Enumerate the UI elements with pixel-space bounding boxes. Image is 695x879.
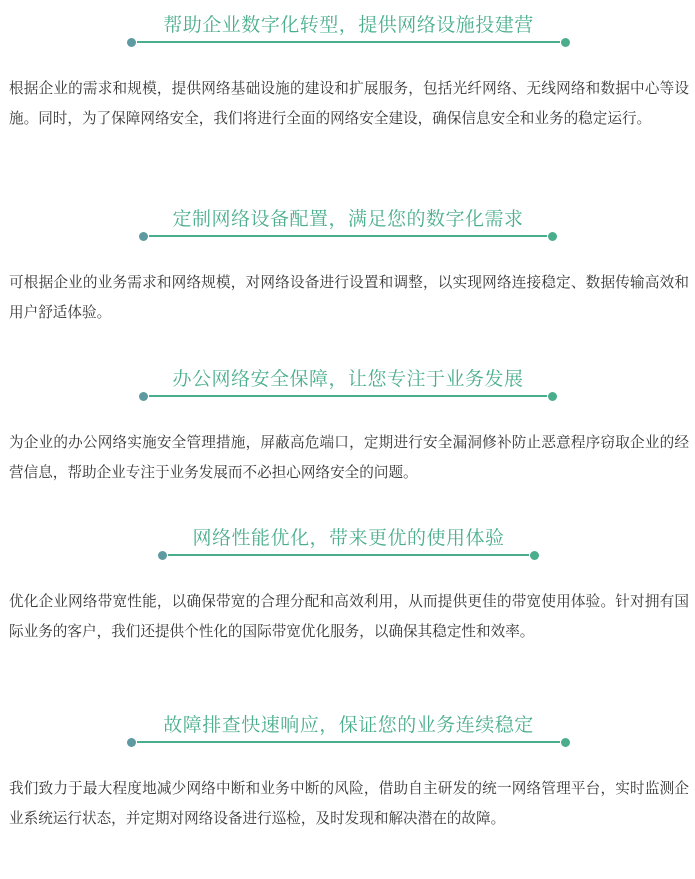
section-body: 为企业的办公网络实施安全管理措施，屏蔽高危端口，定期进行安全漏洞修补防止恶意程序窃取企业的经营信息，帮助企业专注于业务发展而不必担心网络安全的问题。 xyxy=(9,434,689,481)
heading-text: 故障排查快速响应，保证您的业务连续稳定 xyxy=(163,714,534,736)
heading-text: 办公网络安全保障，让您专注于业务发展 xyxy=(172,368,524,390)
heading-text: 帮助企业数字化转型，提供网络设施投建营 xyxy=(163,14,534,36)
section-heading xyxy=(139,204,557,244)
section-heading xyxy=(158,523,539,563)
section-heading xyxy=(139,364,557,404)
heading-underline xyxy=(168,554,529,556)
left-dot-icon xyxy=(139,392,148,401)
right-dot-icon xyxy=(530,551,539,560)
section-heading xyxy=(127,10,570,50)
left-dot-icon xyxy=(139,232,148,241)
heading-underline xyxy=(137,41,560,43)
heading-text: 网络性能优化，带来更优的使用体验 xyxy=(192,527,505,549)
heading-underline xyxy=(149,235,547,237)
right-dot-icon xyxy=(548,232,557,241)
right-dot-icon xyxy=(561,738,570,747)
heading-text: 定制网络设备配置，满足您的数字化需求 xyxy=(172,208,524,230)
section-heading xyxy=(127,710,570,750)
right-dot-icon xyxy=(548,392,557,401)
heading-underline xyxy=(137,741,560,743)
right-dot-icon xyxy=(561,38,570,47)
left-dot-icon xyxy=(127,38,136,47)
section-body: 根据企业的需求和规模，提供网络基础设施的建设和扩展服务，包括光纤网络、无线网络和数据中心等设施。同时，为了保障网络安全，我们将进行全面的网络安全建设，确保信息安全和业务的稳定运行。 xyxy=(9,80,689,127)
section-body: 可根据企业的业务需求和网络规模，对网络设备进行设置和调整，以实现网络连接稳定、数据传输高效和用户舒适体验。 xyxy=(9,274,689,321)
heading-underline xyxy=(149,395,547,397)
section-body: 优化企业网络带宽性能，以确保带宽的合理分配和高效利用，从而提供更佳的带宽使用体验。针对拥有国际业务的客户，我们还提供个性化的国际带宽优化服务，以确保其稳定性和效率。 xyxy=(9,593,689,640)
left-dot-icon xyxy=(127,738,136,747)
left-dot-icon xyxy=(158,551,167,560)
section-body: 我们致力于最大程度地减少网络中断和业务中断的风险，借助自主研发的统一网络管理平台，实时监测企业系统运行状态，并定期对网络设备进行巡检，及时发现和解决潜在的故障。 xyxy=(9,780,689,827)
